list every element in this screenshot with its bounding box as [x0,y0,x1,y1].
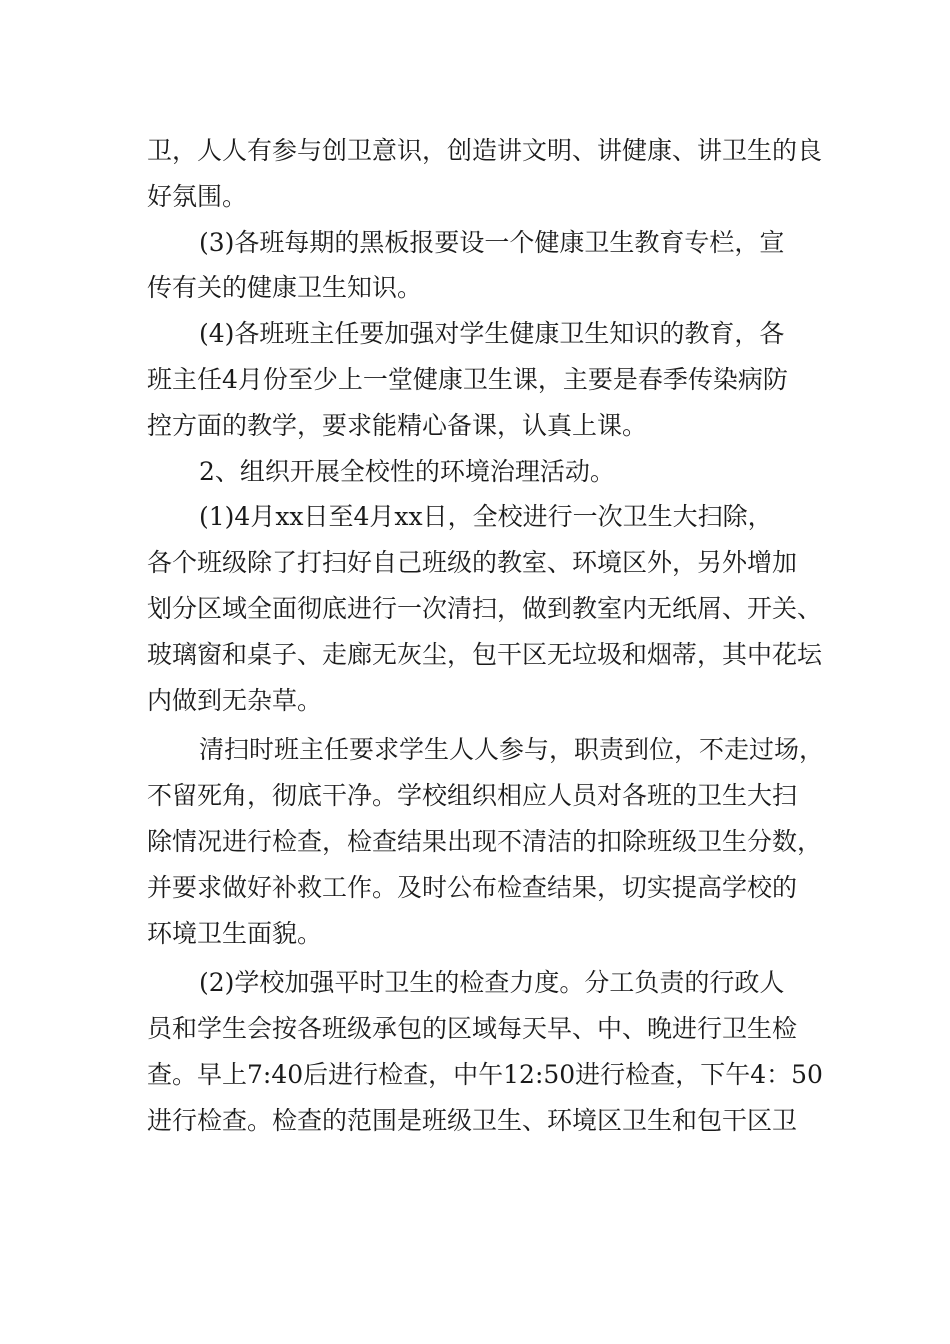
text-line: 内做到无杂草。 [147,685,323,715]
text-line: (1)4月xx日至4月xx日，全校进行一次卫生大扫除， [199,502,773,532]
text-line: 查。早上7:40后进行检查，中午12:50进行检查，下午4：50 [147,1059,823,1089]
text-line: 进行检查。检查的范围是班级卫生、环境区卫生和包干区卫 [147,1105,798,1135]
text-line: 控方面的教学，要求能精心备课，认真上课。 [147,410,648,440]
text-line: (2)学校加强平时卫生的检查力度。分工负责的行政人 [199,968,785,998]
text-line: 并要求做好补救工作。及时公布检查结果，切实提高学校的 [147,872,798,902]
text-line: 环境卫生面貌。 [147,918,323,948]
text-line: 不留死角，彻底干净。学校组织相应人员对各班的卫生大扫 [147,781,798,811]
text-line: 员和学生会按各班级承包的区域每天早、中、晚进行卫生检 [147,1014,798,1044]
text-line: (4)各班班主任要加强对学生健康卫生知识的教育，各 [199,319,785,349]
text-line: 班主任4月份至少上一堂健康卫生课，主要是春季传染病防 [147,364,788,394]
text-line: 清扫时班主任要求学生人人参与，职责到位，不走过场， [199,735,825,765]
text-line: 传有关的健康卫生知识。 [147,273,423,303]
text-line: 卫，人人有参与创卫意识，创造讲文明、讲健康、讲卫生的良 [147,136,823,165]
text-line: (3)各班每期的黑板报要设一个健康卫生教育专栏，宣 [199,227,785,257]
text-line: 好氛围。 [147,181,248,211]
text-line: 划分区域全面彻底进行一次清扫，做到教室内无纸屑、开关、 [147,593,823,623]
document-body [147,128,825,1144]
text-line: 各个班级除了打扫好自己班级的教室、环境区外，另外增加 [147,548,798,578]
text-line: 玻璃窗和桌子、走廊无灰尘，包干区无垃圾和烟蒂，其中花坛 [147,639,823,669]
text-line: 除情况进行检查，检查结果出现不清洁的扣除班级卫生分数， [147,826,823,856]
text-line: 2、组织开展全校性的环境治理活动。 [199,456,615,486]
